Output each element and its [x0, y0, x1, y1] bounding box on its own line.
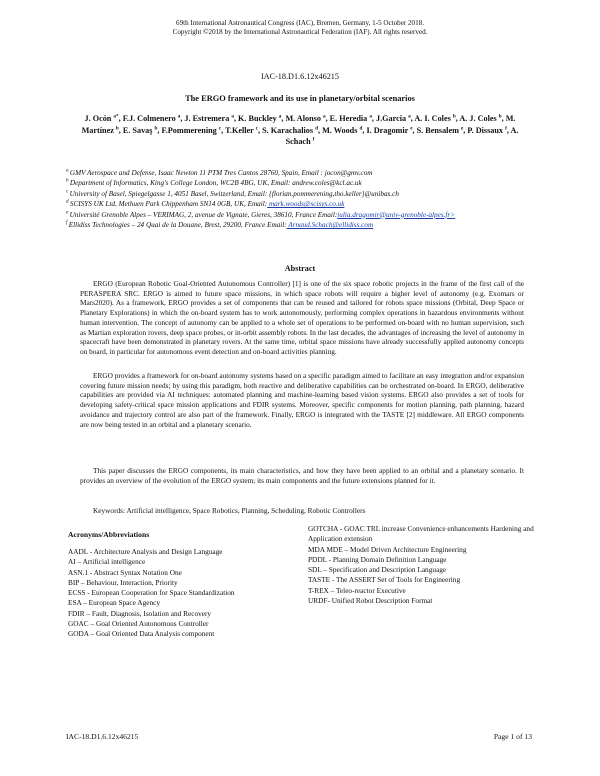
author-name: I. Dragomir: [366, 125, 411, 135]
author-name: F.J. Colmenero: [122, 114, 178, 123]
affiliation-text: Department of Informatics, King's College London, WC2B 4BG, UK, Email: andrew.coles@kcl.ac.uk: [69, 179, 362, 188]
author-affiliation-mark: b: [452, 113, 456, 120]
author-name: S. Karachalios: [262, 125, 316, 135]
acronym-item: AADL - Architecture Analysis and Design Language: [68, 547, 223, 556]
affiliation-text: University of Basel, Spiegelgasse 1, 4051 Basel, Switzerland, Email: {florian.pommerening,tho.keller}@unibas.ch: [69, 189, 399, 198]
header-line-2: Copyright ©2018 by the International Astronautical Federation (IAF). All rights reserved.: [172, 28, 428, 36]
author-affiliation-mark: a: [231, 113, 234, 120]
acronym-item: URDF- Unified Robot Description Format: [308, 596, 433, 606]
header-line-1: 69th International Astronautical Congress (IAC), Bremen, Germany, 1-5 October 2018.: [176, 19, 424, 27]
affiliation-text: GMV Aerospace and Defense, Isaac Newton 11 PTM Tres Cantos 28760, Spain, Email : jocon@gmv.com: [69, 169, 373, 177]
acronym-item: ASN.1 - Abstract Syntax Notation One: [68, 567, 182, 577]
author-affiliation-mark: a: [322, 113, 326, 120]
acronym-item: FDIR – Fault, Diagnosis, Isolation and Recovery: [68, 608, 212, 618]
author-affiliation-mark: d: [359, 124, 363, 131]
abstract-paragraph-1-text: ERGO (European Robotic Goal-Oriented Autonomous Controller) [1] is one of the six space robotic projects in the frame of the first call of the PERASPERA SRC. ERGO is aimed to future space missions, in which space robots will require a higher level of autonomy (e.g. Exomars or Mars2020). As a framework, ERGO provides a set of components that can be reused and tailored for robots space missions (Orbital, Deep Space or Planetary Explorations) in which the on-board system has to work autonomously, performing complex operations in hazardous environments without human intervention. The concept of autonomy can be applied to a whole set of operations to be performed on-board with no human supervision, such as Martian exploration rovers, deep space probes, or in-orbit assembly robots. In the last decades, the advantages of increasing the level of autonomy in spacecraft have been demonstrated in planetary rovers. At the same time, orbital space missions have already successfully applied autonomy concepts on board, in particular for autonomous event detection and on-board activities planning.: [80, 279, 524, 356]
acronym-item: GOAC – Goal Oriented Autonomous Controller: [68, 619, 209, 629]
author-name: J. Estremera: [184, 114, 232, 123]
author-name: J. Ocón: [84, 114, 114, 123]
affiliation-item: [66, 199, 536, 209]
author-affiliation-mark: a: [408, 113, 411, 120]
conference-header: [0, 19, 600, 37]
author-affiliation-mark: a: [177, 113, 181, 120]
author-name: M. Alonso: [285, 114, 323, 123]
acronym-item: MDA MDE – Model Driven Architecture Engineering: [308, 544, 467, 554]
author-name: E. Savaş: [122, 125, 155, 135]
author-affiliation-mark: a*: [113, 113, 119, 120]
email-link[interactable]: Arnaud.Schach@ellidiss.com: [286, 221, 374, 230]
footer-doc-id: IAC-18.D1.6.12x46215: [66, 732, 139, 741]
author-name: A. J. Coles: [459, 114, 499, 123]
author-name: A. I. Coles: [414, 114, 453, 123]
affiliation-mark: e: [66, 209, 70, 216]
affiliation-text: Ellidiss Technologies – 24 Quai de la Douane, Brest, 29200, France Email:: [68, 221, 287, 230]
author-name: P. Dissaux: [467, 125, 506, 135]
author-name: A. Schach: [285, 125, 519, 147]
affiliation-mark: b: [66, 178, 70, 185]
acronym-item: SDL – Specification and Description Language: [308, 565, 447, 575]
abstract-paragraph-3: [80, 466, 524, 485]
acronym-item: TASTE - The ASSERT Set of Tools for Engineering: [308, 575, 461, 585]
acronym-item: T-REX – Teleo-reactor Executive: [308, 585, 406, 595]
author-affiliation-mark: d: [315, 124, 318, 131]
acronyms-right-column: [308, 524, 538, 606]
author-name: E. Heredia: [329, 114, 370, 123]
acronym-item: GOTCHA - GOAC TRL increase Convenience enhancements Hardening and Application extension: [308, 524, 534, 544]
affiliation-text: Université Grenoble Alpes – VERIMAG, 2, avenue de Vignate, Gieres, 38610, France Email:: [69, 210, 338, 219]
abstract-paragraph-3-text: This paper discusses the ERGO components, its main characteristics, and how they have been applied to an orbital and a planetary scenario. It provides an overview of the evolution of the ERGO system; its main components and the future extensions planned for it.: [80, 466, 524, 485]
author-affiliation-mark: b: [115, 124, 119, 131]
author-name: S. Bensalem: [416, 125, 461, 135]
author-name: J.Garcia: [376, 114, 409, 123]
email-link[interactable]: iulia.dragomir@univ-grenoble-alpes.fr>: [337, 210, 456, 219]
acronym-item: PDDL - Planning Domain Definition Language: [308, 554, 447, 564]
author-affiliation-mark: f: [312, 136, 315, 143]
author-affiliation-mark: c: [218, 124, 222, 131]
abstract-heading: Abstract: [284, 264, 316, 273]
affiliation-item: [66, 178, 536, 188]
footer-page-number: Page 1 of 13: [493, 732, 532, 741]
acronym-item: ESA – European Space Agency: [68, 598, 160, 608]
acronym-item: AI – Artificial intelligence: [68, 557, 146, 567]
author-affiliation-mark: a: [278, 113, 282, 120]
acronym-item: ECSS - European Cooperation for Space Standardization: [68, 588, 235, 598]
document-id: IAC-18.D1.6.12x46215: [260, 72, 339, 81]
affiliation-mark: a: [66, 167, 70, 174]
abstract-paragraph-2-text: ERGO provides a framework for on-board autonomy systems based on a specific paradigm aimed to facilitate an easy integration and/or expansion covering future mission needs; by using this paradigm, both reactive and deliberative capabilities can be orchestrated on-board. In ERGO, deliberative capabilities are provided via AI techniques: automated planning and machine-learning based vision systems. ERGO also provides a set of tools for developing safety-critical space mission applications and FDIR systems. Moreover, specific components for motion planning, path planning, hazard avoidance and trajectory control are also part of the framework. Finally, ERGO is integrated with the TASTE [2] middleware. All ERGO components are now being tested in an orbital and a planetary scenario.: [80, 371, 524, 429]
author-name: T.Keller: [225, 125, 256, 135]
author-affiliation-mark: c: [255, 124, 258, 131]
affiliation-item: [66, 210, 536, 220]
author-name: M. Woods: [322, 125, 360, 135]
author-name: M. Martínez: [81, 114, 516, 135]
author-list: J. Ocón $^{a*}$, F.J. Colmenero $^a$, J. Estremera $^a$, K. Buckley $^a$, M. Alonso $^a$, E. Heredia $^a$, J.Garcia $^a$, A. I. Coles $^b$, A. J. Coles $^b$, M. Martínez $^b$, E. Savaş $^b$, F.Pommerening $^c$, T.Keller $^c$, S. Karachalios $^d$, M. Woods $^d$, I. Dragomir $^e$, S. Bensalem $^e$, P. Dissaux $^f$, A. Schach $^f$: [81, 113, 519, 147]
email-link[interactable]: mark.woods@scisys.co.uk: [267, 200, 345, 209]
abstract-paragraph-2: [80, 371, 524, 429]
acronym-item: BIP – Behaviour, Interaction, Priority: [68, 577, 178, 587]
acronyms-left-column: [68, 547, 278, 640]
author-affiliation-mark: e: [460, 124, 464, 131]
affiliation-text: SCISYS UK Ltd, Methuen Park Chippenham SN14 0GB, UK, Email:: [69, 200, 268, 209]
author-affiliation-mark: f: [505, 124, 507, 131]
author-affiliation-mark: a: [369, 113, 372, 120]
author-affiliation-mark: e: [410, 124, 413, 131]
paper-title: The ERGO framework and its use in planetary/orbital scenarios: [185, 94, 415, 103]
author-name: F.Pommerening: [161, 125, 219, 135]
acronyms-heading: Acronyms/Abbreviations: [68, 530, 150, 539]
abstract-paragraph-1: [80, 279, 524, 357]
affiliation-mark: c: [66, 188, 70, 195]
acronym-item: GODA – Goal Oriented Data Analysis component: [68, 629, 215, 639]
author-affiliation-mark: b: [154, 124, 158, 131]
affiliation-item: [66, 189, 536, 199]
keywords: Keywords: Artificial intelligence, Space Robotics, Planning, Scheduling, Robotic Controllers: [93, 506, 366, 515]
author-name: K. Buckley: [238, 114, 279, 123]
affiliation-list: [66, 168, 536, 230]
affiliation-item: [66, 220, 536, 230]
affiliation-item: [66, 168, 536, 178]
author-affiliation-mark: b: [498, 113, 502, 120]
affiliation-mark: d: [66, 198, 70, 205]
affiliation-mark: f: [66, 219, 69, 226]
